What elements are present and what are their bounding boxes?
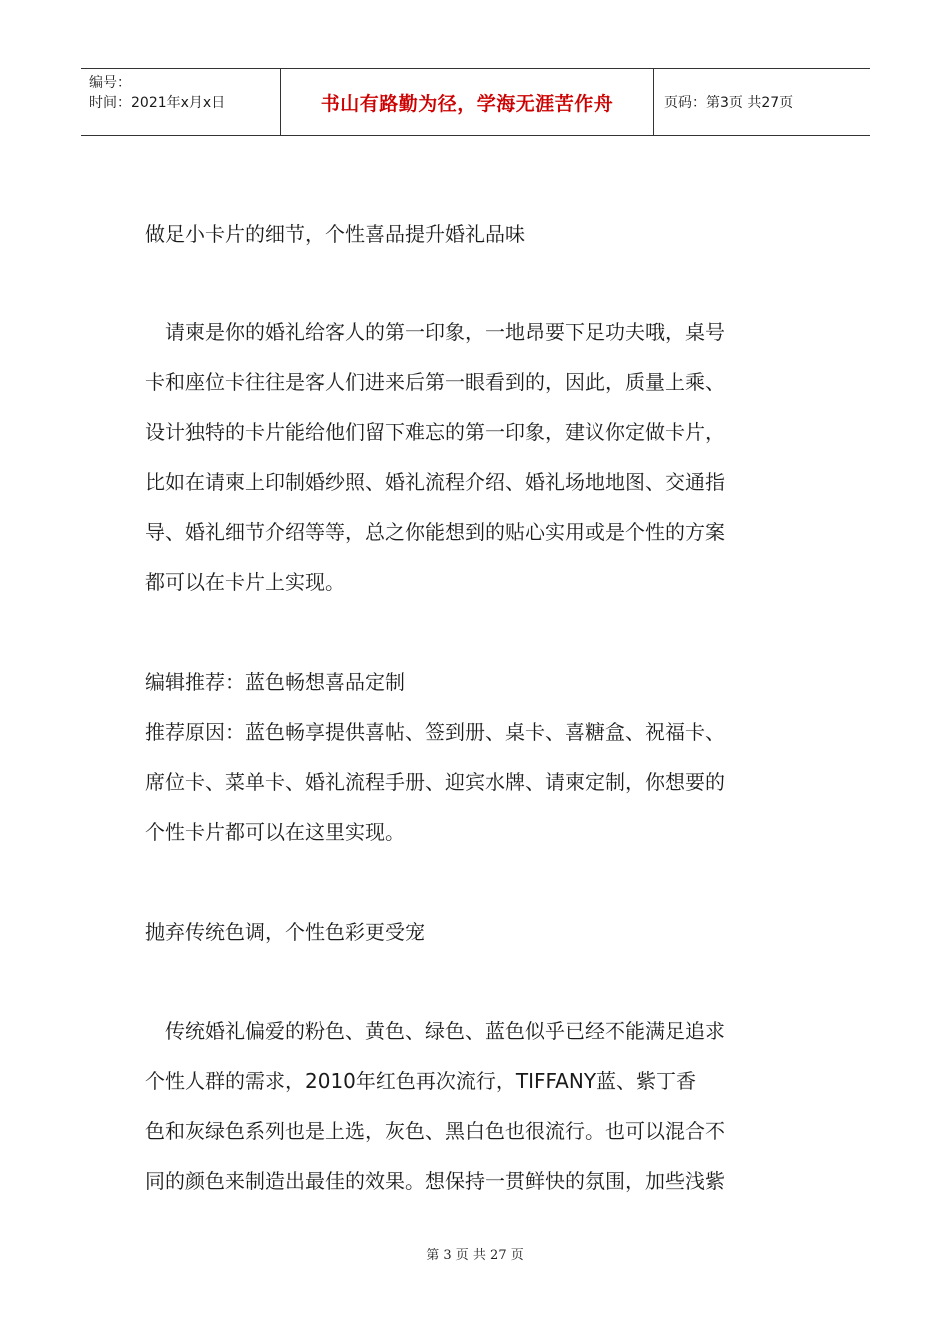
paragraph-line: 同的颜色来制造出最佳的效果。想保持一贯鲜快的氛围，加些浅紫 <box>145 1169 725 1193</box>
header-page-info: 页码：第3页 共27页 <box>664 95 794 111</box>
editor-recommendation: 编辑推荐：蓝色畅想喜品定制 <box>145 670 405 694</box>
section-heading-cards: 做足小卡片的细节，个性喜品提升婚礼品味 <box>145 222 525 246</box>
paragraph-line: 色和灰绿色系列也是上选，灰色、黑白色也很流行。也可以混合不 <box>145 1119 725 1143</box>
reason-line: 个性卡片都可以在这里实现。 <box>145 820 405 844</box>
page-footer: 第 3 页 共 27 页 <box>426 1248 524 1263</box>
paragraph-line: 卡和座位卡往往是客人们进来后第一眼看到的，因此，质量上乘、 <box>145 370 725 394</box>
reason-line: 推荐原因：蓝色畅享提供喜帖、签到册、桌卡、喜糖盒、祝福卡、 <box>145 720 725 744</box>
paragraph-line: 个性人群的需求，2010年红色再次流行，TIFFANY蓝、紫丁香 <box>145 1069 697 1093</box>
paragraph-line: 请柬是你的婚礼给客人的第一印象，一地昂要下足功夫哦，桌号 <box>145 320 725 344</box>
section-heading-colors: 抛弃传统色调，个性色彩更受宠 <box>145 920 425 944</box>
paragraph-line: 导、婚礼细节介绍等等，总之你能想到的贴心实用或是个性的方案 <box>145 520 725 544</box>
paragraph-line: 传统婚礼偏爱的粉色、黄色、绿色、蓝色似乎已经不能满足追求 <box>145 1019 725 1043</box>
document-header <box>81 68 870 136</box>
date-line: 时间：2021年x月x日 <box>89 95 226 111</box>
paragraph-line: 设计独特的卡片能给他们留下难忘的第一印象，建议你定做卡片， <box>145 420 725 444</box>
code-label: 编号： <box>89 75 131 91</box>
reason-line: 席位卡、菜单卡、婚礼流程手册、迎宾水牌、请柬定制，你想要的 <box>145 770 725 794</box>
header-motto: 书山有路勤为径，学海无涯苦作舟 <box>281 69 654 135</box>
paragraph-line: 都可以在卡片上实现。 <box>145 570 345 594</box>
header-meta-cell <box>81 69 281 135</box>
paragraph-line: 比如在请柬上印制婚纱照、婚礼流程介绍、婚礼场地地图、交通指 <box>145 470 725 494</box>
